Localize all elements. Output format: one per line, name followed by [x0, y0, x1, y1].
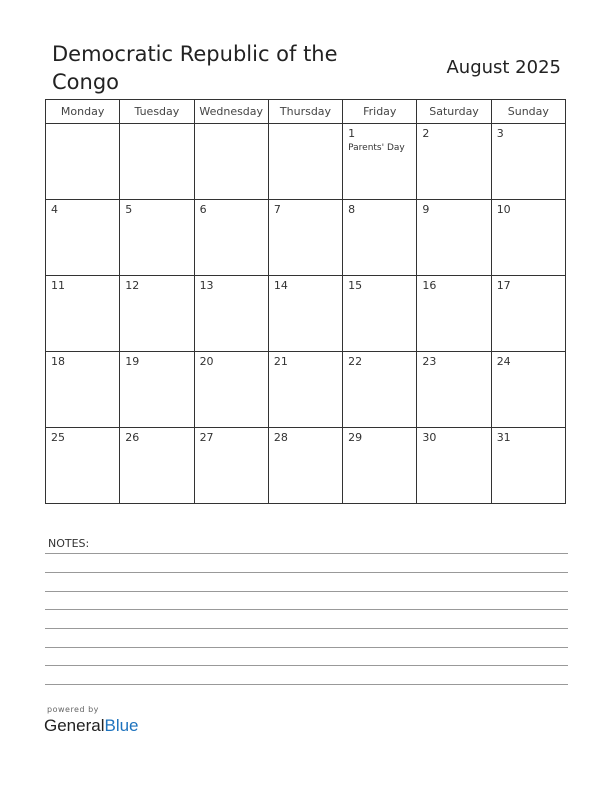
day-cell — [417, 276, 491, 352]
day-number: 3 — [496, 127, 504, 140]
day-cell — [343, 124, 417, 200]
powered-by-text: powered by — [47, 705, 99, 714]
day-cell — [491, 428, 565, 504]
generalblue-logo — [44, 716, 139, 736]
day-number: 15 — [348, 279, 363, 292]
day-number: 1 — [348, 127, 356, 140]
day-cell — [194, 124, 268, 200]
day-cell — [120, 200, 194, 276]
week-row — [46, 428, 566, 504]
weekday-saturday: Saturday — [417, 100, 491, 124]
calendar-month-title: August 2025 — [446, 57, 561, 78]
day-cell — [343, 200, 417, 276]
day-number: 6 — [199, 203, 207, 216]
day-cell — [491, 200, 565, 276]
weekday-thursday: Thursday — [268, 100, 342, 124]
note-line — [45, 572, 568, 573]
note-line — [45, 628, 568, 629]
day-cell — [194, 428, 268, 504]
day-cell — [120, 428, 194, 504]
notes-label: NOTES: — [48, 537, 90, 550]
day-number: 17 — [496, 279, 511, 292]
note-line — [45, 647, 568, 648]
day-cell — [46, 124, 120, 200]
day-cell — [491, 352, 565, 428]
brand-blue-text: Blue — [104, 716, 139, 735]
day-cell — [46, 352, 120, 428]
day-number: 19 — [125, 355, 140, 368]
day-number: 16 — [422, 279, 437, 292]
day-number: 11 — [51, 279, 65, 292]
brand-general-text: General — [44, 716, 105, 735]
day-event: Parents' Day — [348, 143, 405, 153]
note-line — [45, 665, 568, 666]
day-number: 26 — [125, 431, 140, 444]
note-line — [45, 591, 568, 592]
day-number: 18 — [51, 355, 65, 368]
week-row — [46, 276, 566, 352]
day-number: 28 — [273, 431, 288, 444]
day-number: 14 — [273, 279, 288, 292]
day-cell — [268, 124, 342, 200]
day-number: 2 — [422, 127, 430, 140]
day-number: 12 — [125, 279, 140, 292]
weekday-tuesday: Tuesday — [120, 100, 194, 124]
week-row — [46, 124, 566, 200]
day-cell — [417, 124, 491, 200]
day-number: 13 — [199, 279, 214, 292]
note-line — [45, 609, 568, 610]
day-cell — [343, 276, 417, 352]
day-number: 22 — [348, 355, 363, 368]
day-number: 10 — [496, 203, 511, 216]
day-number: 7 — [273, 203, 281, 216]
day-number: 21 — [273, 355, 288, 368]
day-cell — [194, 276, 268, 352]
day-cell — [491, 124, 565, 200]
weekday-wednesday: Wednesday — [194, 100, 268, 124]
day-number: 24 — [496, 355, 511, 368]
day-cell — [268, 428, 342, 504]
day-cell — [268, 200, 342, 276]
day-cell — [194, 200, 268, 276]
weekday-header-row — [46, 100, 566, 124]
weekday-sunday: Sunday — [491, 100, 565, 124]
day-cell — [120, 276, 194, 352]
day-cell — [343, 352, 417, 428]
weekday-friday: Friday — [343, 100, 417, 124]
day-number: 30 — [422, 431, 437, 444]
note-line — [45, 553, 568, 554]
day-number: 9 — [422, 203, 430, 216]
week-row — [46, 352, 566, 428]
day-cell — [268, 276, 342, 352]
calendar-country-title: Democratic Republic of the Congo — [52, 42, 338, 94]
day-number: 27 — [199, 431, 214, 444]
day-cell — [491, 276, 565, 352]
day-number: 29 — [348, 431, 363, 444]
day-number: 23 — [422, 355, 437, 368]
day-number: 4 — [51, 203, 58, 216]
day-number: 5 — [125, 203, 133, 216]
day-cell — [417, 352, 491, 428]
day-number: 25 — [51, 431, 65, 444]
month-calendar-grid — [45, 99, 566, 504]
day-number: 8 — [348, 203, 356, 216]
day-cell — [120, 352, 194, 428]
day-number: 31 — [496, 431, 511, 444]
week-row — [46, 200, 566, 276]
day-cell — [46, 428, 120, 504]
day-cell — [120, 124, 194, 200]
day-cell — [194, 352, 268, 428]
day-number: 20 — [199, 355, 214, 368]
day-cell — [417, 428, 491, 504]
day-cell — [343, 428, 417, 504]
day-cell — [46, 200, 120, 276]
weekday-monday: Monday — [46, 100, 120, 124]
day-cell — [417, 200, 491, 276]
day-cell — [268, 352, 342, 428]
day-cell — [46, 276, 120, 352]
note-line — [45, 684, 568, 685]
